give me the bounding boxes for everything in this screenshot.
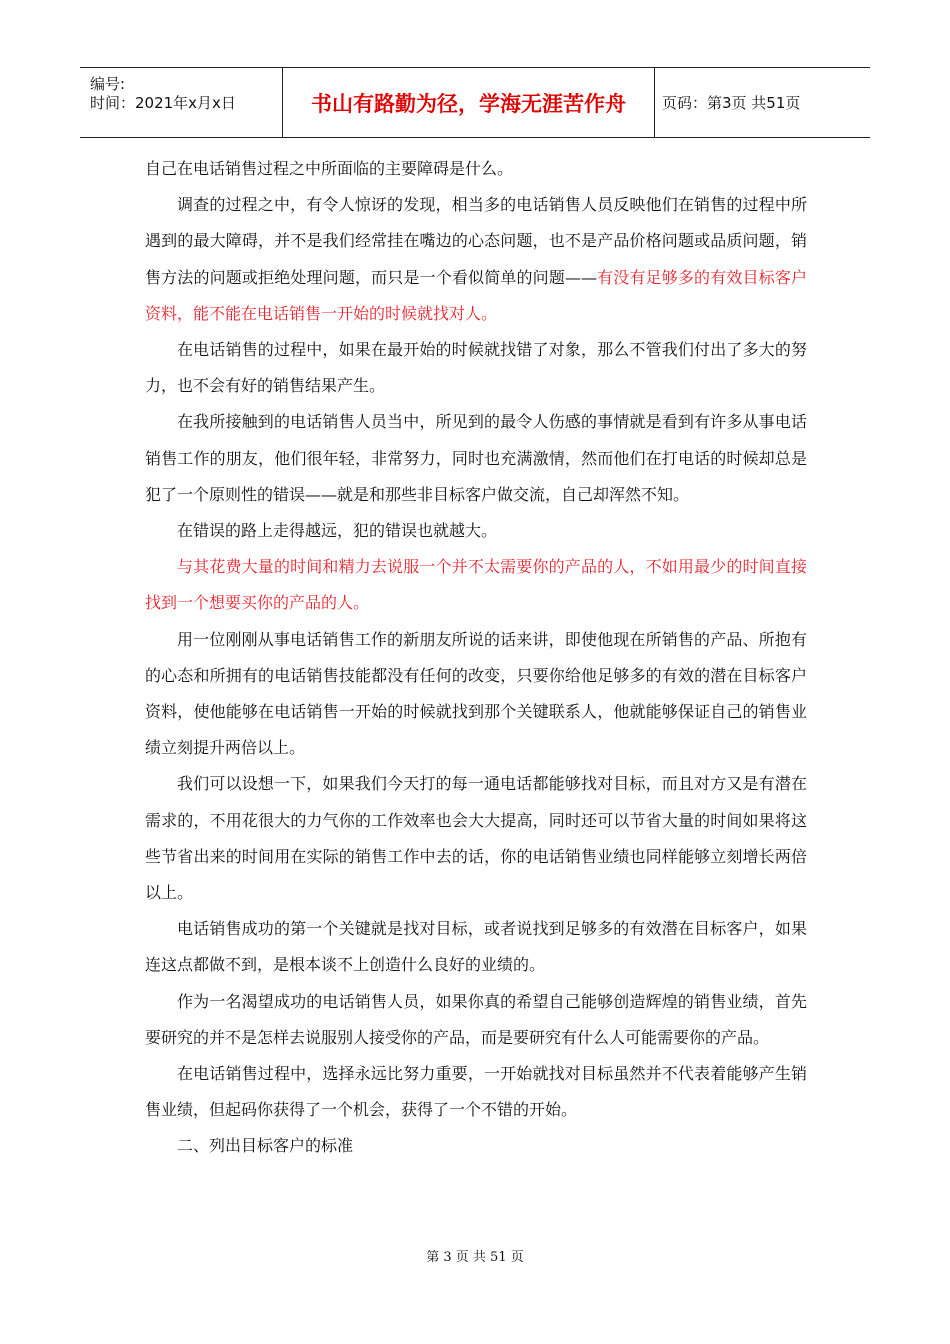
- highlight-text: 有没有足够多的有效目标客户资料，能不能在电话销售一开始的时候就找对人。: [145, 267, 807, 323]
- paragraph-3: 在电话销售的过程中，如果在最开始的时候就找错了对象，那么不管我们付出了多大的努力，也不会有好的销售结果产生。: [145, 340, 807, 396]
- page-header: [80, 67, 870, 138]
- paragraph-2: 调查的过程之中，有令人惊讶的发现，相当多的电话销售人员反映他们在销售的过程中所遇到的最大障碍，并不是我们经常挂在嘴边的心态问题，也不是产品价格问题或品质问题，销售方法的问题或拒绝处理问题，而只是一个看似简单的问题——有没有足够多的有效目标客户资料，能不能在电话销售一开始的时候就找对人。: [145, 195, 807, 323]
- paragraph-1: 自己在电话销售过程之中所面临的主要障碍是什么。: [145, 159, 514, 178]
- section-heading: 二、列出目标客户的标准: [177, 1136, 354, 1156]
- header-page-info: 页码：第3页 共51页: [662, 94, 801, 112]
- paragraph-11: 在电话销售过程中，选择永远比努力重要，一开始就找对目标虽然并不代表着能够产生销售业绩，但起码你获得了一个机会，获得了一个不错的开始。: [145, 1064, 807, 1120]
- header-number-label: 编号:: [90, 75, 126, 93]
- highlight-text: 与其花费大量的时间和精力去说服一个并不太需要你的产品的人，不如用最少的时间直接找到一个想要买你的产品的人。: [145, 557, 807, 613]
- header-motto: 书山有路勤为径，学海无涯苦作舟: [282, 68, 655, 137]
- document-body: [145, 151, 807, 1165]
- paragraph-8: 我们可以设想一下，如果我们今天打的每一通电话都能够找对目标，而且对方又是有潜在需求的，不用花很大的力气你的工作效率也会大大提高，同时还可以节省大量的时间如果将这些节省出来的时间用在实际的销售工作中去的话，你的电话销售业绩也同样能够立刻增长两倍以上。: [145, 774, 807, 903]
- page-footer: 第 3 页 共 51 页: [426, 1250, 524, 1265]
- paragraph-5: 在错误的路上走得越远，犯的错误也就越大。: [177, 521, 498, 541]
- header-meta-cell: [80, 68, 282, 137]
- header-time-label: 时间：2021年x月x日: [90, 94, 236, 112]
- paragraph-9: 电话销售成功的第一个关键就是找对目标，或者说找到足够多的有效潜在目标客户，如果连这点都做不到，是根本谈不上创造什么良好的业绩的。: [145, 919, 807, 975]
- paragraph-6: [145, 549, 807, 621]
- paragraph-4: 在我所接触到的电话销售人员当中，所见到的最令人伤感的事情就是看到有许多从事电话销售工作的朋友，他们很年轻，非常努力，同时也充满激情，然而他们在打电话的时候却总是犯了一个原则性的错误——就是和那些非目标客户做交流，自己却浑然不知。: [145, 412, 807, 504]
- paragraph-10: 作为一名渴望成功的电话销售人员，如果你真的希望自己能够创造辉煌的销售业绩，首先要研究的并不是怎样去说服别人接受你的产品，而是要研究有什么人可能需要你的产品。: [145, 991, 807, 1047]
- paragraph-7: 用一位刚刚从事电话销售工作的新朋友所说的话来讲，即使他现在所销售的产品、所抱有的心态和所拥有的电话销售技能都没有任何的改变，只要你给他足够多的有效的潜在目标客户资料，使他能够在电话销售一开始的时候就找到那个关键联系人，他就能够保证自己的销售业绩立刻提升两倍以上。: [145, 629, 807, 758]
